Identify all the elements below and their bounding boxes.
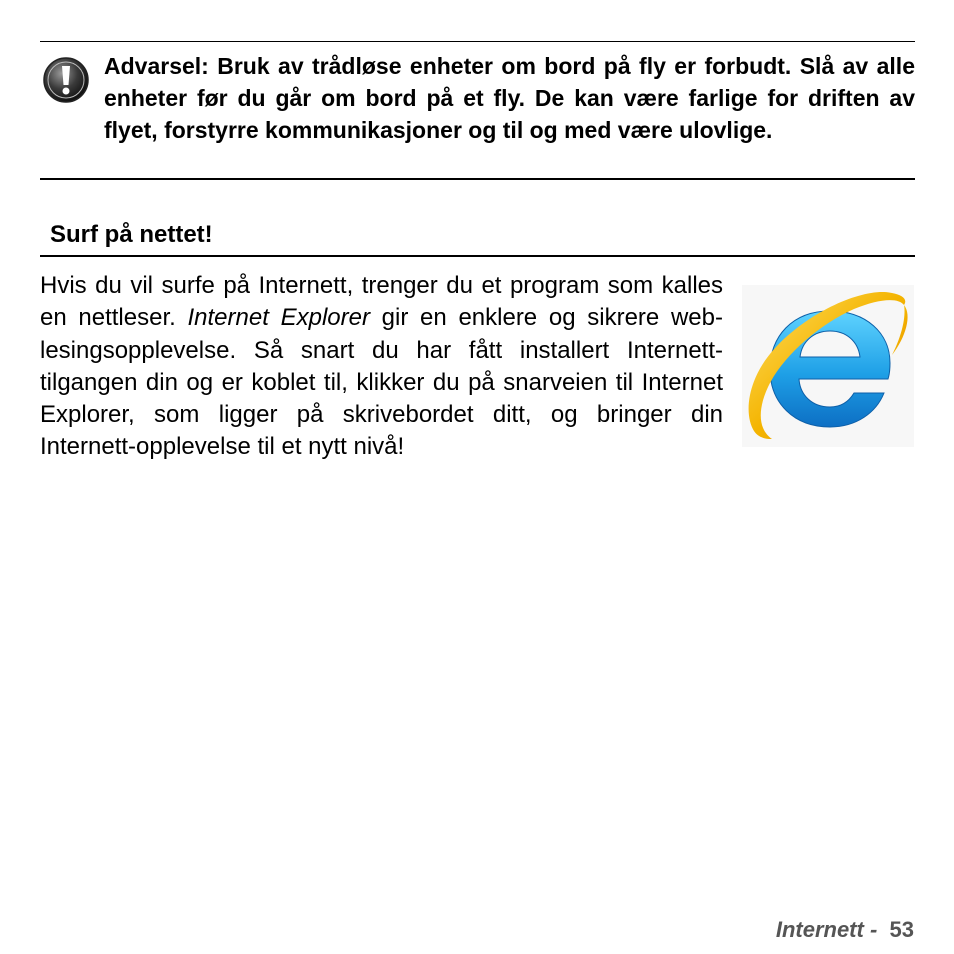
page-number: 53 <box>889 917 914 942</box>
body-text-after: gir en enklere og sikrere web-lesingsopplevelse. Så snart du har fått installert Internett-tilgangen din og er koblet til, klikker du på snarveien til Internet Explorer, som ligger på skrivebordet ditt, og bringer din Internett-opplevelse til et nytt nivå! <box>40 304 723 461</box>
exclamation-icon <box>42 56 90 104</box>
footer-section-name: Internett - <box>775 917 884 942</box>
warning-box <box>40 41 915 180</box>
section-divider <box>40 255 915 257</box>
section-title: Surf på nettet! <box>50 221 213 248</box>
page-footer <box>776 915 914 945</box>
internet-explorer-icon <box>742 285 914 447</box>
body-paragraph <box>40 270 723 464</box>
body-emphasis: Internet Explorer <box>187 304 370 332</box>
body-text-before: Hvis du vil surfe på Internett, trenger du et program som kalles en nettleser. <box>40 272 723 332</box>
warning-text: Advarsel: Bruk av trådløse enheter om bord på fly er forbudt. Slå av alle enheter før du går om bord på et fly. De kan være farlige for driften av flyet, forstyrre kommunikasjoner og til og med være ulovlige. <box>104 53 915 143</box>
